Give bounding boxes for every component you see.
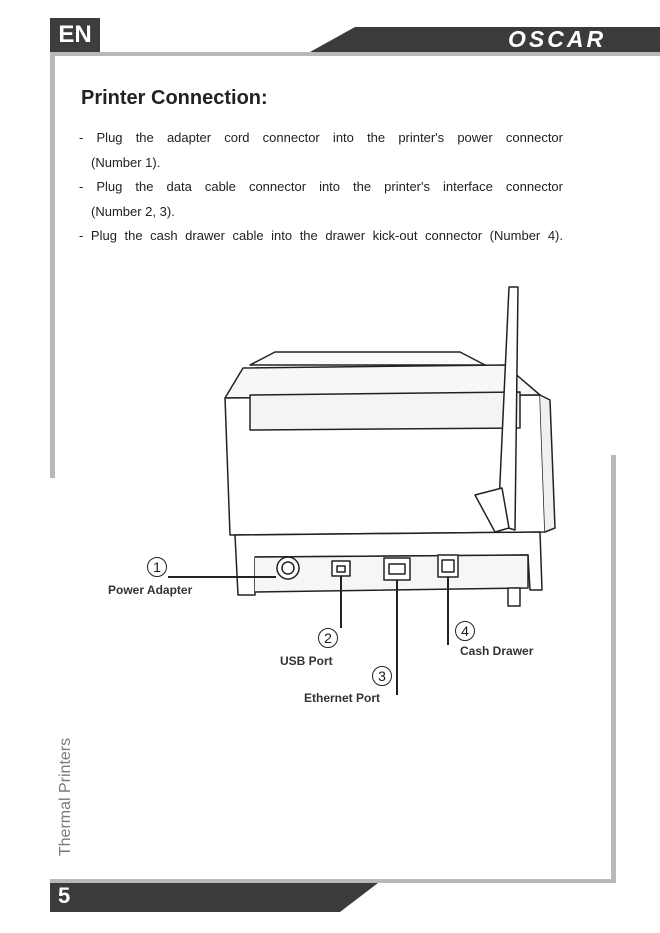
callout-label-usb-port: USB Port bbox=[280, 654, 333, 668]
callout-label-cash-drawer: Cash Drawer bbox=[460, 644, 534, 658]
callout-number-2: 2 bbox=[318, 628, 338, 648]
instructions bbox=[79, 126, 563, 249]
callout-number-1: 1 bbox=[147, 557, 167, 577]
instruction-2-line-1: - Plug the data cable connector into the printer's interface connector bbox=[79, 179, 563, 194]
section-heading: Printer Connection: bbox=[81, 87, 268, 109]
instruction-1-line-1: - Plug the adapter cord connector into the printer's power connector bbox=[79, 130, 563, 145]
callout-label-power-adapter: Power Adapter bbox=[108, 583, 193, 597]
language-tab: EN bbox=[50, 18, 100, 52]
footer-bar bbox=[50, 883, 378, 912]
cash-drawer-port-icon bbox=[438, 555, 458, 577]
header-bar bbox=[310, 27, 660, 52]
printer-foot bbox=[508, 588, 520, 606]
side-label: Thermal Printers bbox=[57, 737, 74, 857]
right-frame-bar bbox=[611, 455, 616, 883]
callout-number-4: 4 bbox=[455, 621, 475, 641]
instruction-2-line-2: (Number 2, 3). bbox=[91, 203, 175, 219]
page-number: 5 bbox=[58, 883, 71, 908]
callout-label-ethernet-port: Ethernet Port bbox=[304, 691, 381, 705]
instruction-1-line-2: (Number 1). bbox=[91, 154, 161, 170]
callout-number-3: 3 bbox=[372, 666, 392, 686]
bottom-frame-line bbox=[50, 879, 616, 883]
instruction-3-line-1: - Plug the cash drawer cable into the drawer kick-out connector (Number 4). bbox=[79, 228, 563, 243]
usb-port-icon bbox=[332, 561, 350, 576]
brand-logo: OSCAR bbox=[508, 26, 607, 52]
printer-slot bbox=[250, 392, 520, 430]
left-frame-bar bbox=[50, 56, 55, 478]
power-port-icon bbox=[277, 557, 299, 579]
printer-lid bbox=[250, 352, 485, 365]
ethernet-port-icon bbox=[384, 558, 410, 580]
